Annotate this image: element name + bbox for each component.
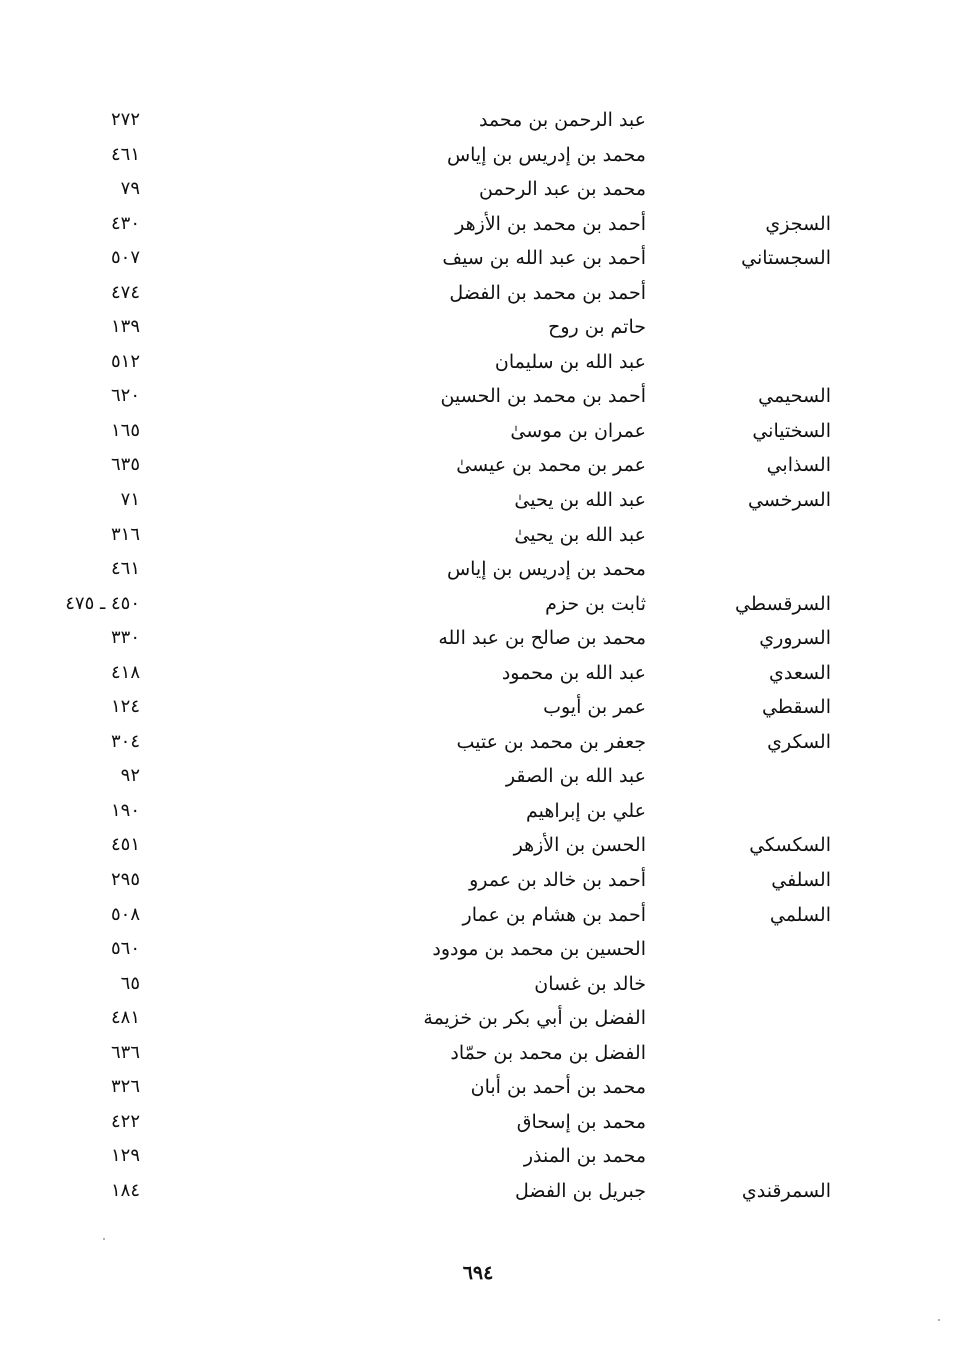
entry-page-refs: ٤٦١	[110, 558, 140, 580]
entry-nisba: السجستاني	[741, 247, 831, 270]
entry-page-refs: ٤٢٢	[110, 1110, 140, 1132]
entry-page-refs: ١٩٠	[110, 799, 140, 821]
entry-page-refs: ٦٣٥	[110, 454, 140, 476]
entry-name: أحمد بن عبد الله بن سيف	[442, 247, 646, 270]
entry-name: أحمد بن خالد بن عمرو	[469, 869, 646, 892]
index-entry	[0, 209, 956, 244]
index-entry	[0, 1038, 956, 1073]
entry-name: محمد بن إسحاق	[516, 1110, 646, 1133]
entry-page-refs: ٣١٦	[110, 523, 140, 545]
entry-nisba: السرقسطي	[735, 592, 831, 615]
entry-name: جبريل بن الفضل	[514, 1179, 646, 1202]
entry-page-refs: ٢٩٥	[110, 869, 140, 891]
index-entry	[0, 727, 956, 762]
entry-nisba: السختياني	[752, 419, 831, 442]
entry-nisba: السرخسي	[747, 489, 831, 512]
entry-page-refs: ٩٢	[120, 765, 140, 787]
entry-name: عمر بن محمد بن عيسىٰ	[456, 454, 646, 477]
entry-page-refs: ٤٨١	[110, 1007, 140, 1029]
index-entry	[0, 658, 956, 693]
index-entry	[0, 105, 956, 140]
entry-page-refs: ٢٧٢	[110, 109, 140, 130]
index-entry	[0, 1072, 956, 1107]
entry-nisba: السكسكي	[749, 834, 831, 857]
index-entry	[0, 243, 956, 278]
index-entry	[0, 140, 956, 175]
index-entry	[0, 278, 956, 313]
entry-page-refs: ٦٢٠	[110, 385, 140, 407]
index-entry	[0, 520, 956, 555]
entry-page-refs: ٤٥١	[110, 834, 140, 856]
entry-name: محمد بن أحمد بن أبان	[470, 1076, 646, 1099]
entry-name: محمد بن صالح بن عبد الله	[438, 627, 646, 650]
index-entry	[0, 312, 956, 347]
entry-page-refs: ١٢٩	[110, 1145, 140, 1167]
index-entry	[0, 589, 956, 624]
entry-page-refs: ٤١٨	[110, 661, 140, 683]
entry-page-refs: ١٦٥	[110, 419, 140, 441]
entry-name: محمد بن إدريس بن إياس	[446, 143, 646, 166]
entry-name: الفضل بن أبي بكر بن خزيمة	[423, 1007, 646, 1030]
entry-name: أحمد بن هشام بن عمار	[462, 903, 646, 926]
index-entry	[0, 347, 956, 382]
entry-page-refs: ٣٠٤	[110, 730, 140, 752]
entry-name: عمر بن أيوب	[543, 696, 646, 719]
index-entry	[0, 1176, 956, 1211]
entry-page-refs: ٤٦١	[110, 143, 140, 165]
entry-name: الحسين بن محمد بن مودود	[432, 938, 646, 961]
entry-name: جعفر بن محمد بن عتيب	[456, 730, 646, 753]
index-entry	[0, 1003, 956, 1038]
entry-page-refs: ٤٥٠ ـ ٤٧٥	[65, 592, 140, 614]
entry-nisba: السقطي	[761, 696, 831, 719]
index-entry	[0, 381, 956, 416]
entry-name: عبد الله بن محمود	[501, 661, 646, 684]
entry-page-refs: ٧٩	[120, 178, 140, 200]
index-entry	[0, 796, 956, 831]
entry-nisba: السروري	[759, 627, 831, 650]
index-entry	[0, 485, 956, 520]
index-entry	[0, 1141, 956, 1176]
index-entry	[0, 1107, 956, 1142]
entry-page-refs: ١٨٤	[110, 1179, 140, 1201]
entry-page-refs: ٣٣٠	[110, 627, 140, 649]
entry-name: علي بن إبراهيم	[525, 799, 646, 822]
entry-name: عبد الله بن الصقر	[505, 765, 646, 788]
index-entry	[0, 416, 956, 451]
entry-nisba: السكري	[767, 730, 831, 753]
entry-name: محمد بن إدريس بن إياس	[446, 558, 646, 581]
entry-page-refs: ١٢٤	[110, 696, 140, 718]
entry-name: عبد الرحمن بن محمد	[478, 109, 646, 131]
entry-name: محمد بن عبد الرحمن	[478, 178, 646, 201]
entry-page-refs: ٧١	[120, 489, 140, 511]
entry-page-refs: ٥٠٧	[110, 247, 140, 269]
entry-name: عمران بن موسىٰ	[510, 419, 646, 442]
index-entry	[0, 174, 956, 209]
entry-page-refs: ٥٦٠	[110, 938, 140, 960]
entry-page-refs: ٤٣٠	[110, 212, 140, 234]
index-entry	[0, 969, 956, 1004]
entry-name: حاتم بن روح	[548, 316, 646, 339]
entry-nisba: السعدي	[768, 661, 831, 684]
entry-name: عبد الله بن سليمان	[494, 350, 646, 373]
entry-page-refs: ٦٥	[120, 972, 140, 994]
scan-speck	[103, 1238, 105, 1240]
index-entry	[0, 830, 956, 865]
entry-name: أحمد بن محمد بن الفضل	[449, 281, 646, 304]
entry-name: عبد الله بن يحيىٰ	[514, 523, 646, 546]
entry-page-refs: ١٣٩	[110, 316, 140, 338]
page-number: ٦٩٤	[462, 1262, 494, 1284]
entry-page-refs: ٤٧٤	[110, 281, 140, 303]
index-entry	[0, 865, 956, 900]
entry-page-refs: ٥١٢	[110, 350, 140, 372]
index-entry	[0, 934, 956, 969]
entry-nisba: السلفي	[771, 869, 831, 892]
index-entry	[0, 623, 956, 658]
entry-name: أحمد بن محمد بن الحسين	[440, 385, 646, 408]
index-entry	[0, 554, 956, 589]
index-list	[0, 105, 956, 1211]
index-entry	[0, 900, 956, 935]
index-entry	[0, 692, 956, 727]
entry-nisba: السلمي	[769, 903, 831, 926]
entry-nisba: السجزي	[765, 212, 831, 235]
entry-name: الفضل بن محمد بن حمّاد	[450, 1041, 646, 1064]
index-entry	[0, 450, 956, 485]
entry-name: عبد الله بن يحيىٰ	[514, 489, 646, 512]
scan-speck	[938, 1319, 940, 1321]
entry-page-refs: ٥٠٨	[110, 903, 140, 925]
entry-name: خالد بن غسان	[534, 972, 646, 995]
entry-name: الحسن بن الأزهر	[513, 834, 646, 857]
entry-nisba: السحيمي	[758, 385, 831, 408]
index-entry	[0, 761, 956, 796]
entry-nisba: السذابي	[766, 454, 831, 477]
entry-name: أحمد بن محمد بن الأزهر	[455, 212, 646, 235]
entry-page-refs: ٦٣٦	[110, 1041, 140, 1063]
entry-nisba: السمرقندي	[741, 1179, 831, 1202]
entry-name: ثابت بن حزم	[545, 592, 646, 615]
entry-page-refs: ٣٢٦	[110, 1076, 140, 1098]
entry-name: محمد بن المنذر	[523, 1145, 646, 1168]
